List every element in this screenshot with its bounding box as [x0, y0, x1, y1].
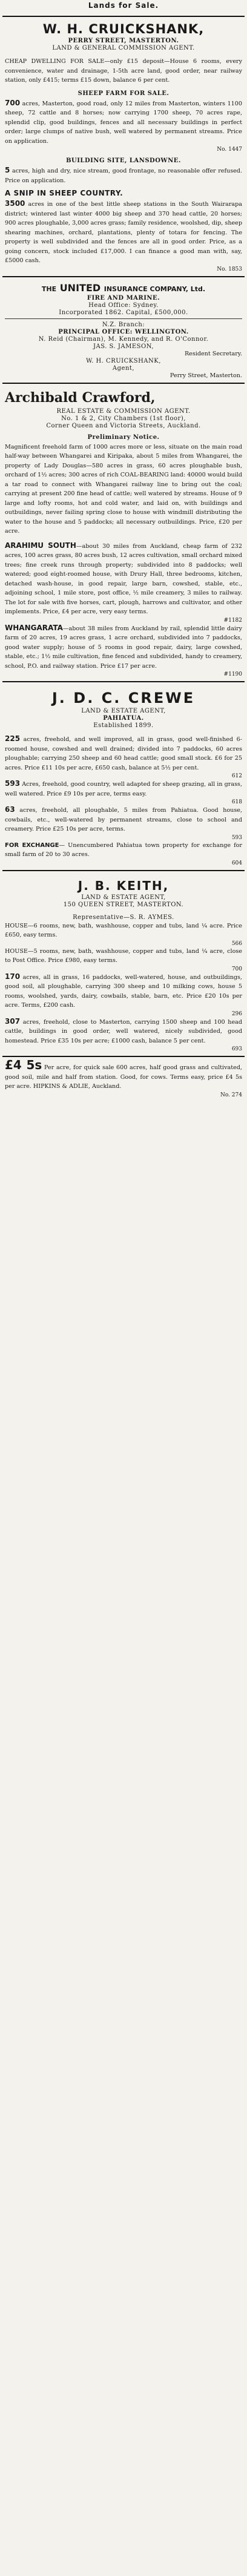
representative: Representative—S. R. AYMES.	[73, 914, 174, 921]
listing-lead: ARAHIMU SOUTH	[5, 541, 76, 550]
keith-advertisement	[2, 878, 245, 1053]
listing-lead: 700	[5, 98, 21, 107]
listing-ref: 604	[231, 860, 242, 866]
listing-text: FOR EXCHANGE— Unencumbered Pahiatua town property for exchange for small farm of 20 to 30 acres.	[5, 842, 242, 858]
advertiser-role: REAL ESTATE & COMMISSION AGENT.	[56, 407, 191, 415]
listing-ref: 612	[231, 773, 242, 779]
listing-text: WHANGARATA—about 38 miles from Auckland by rail, splendid little dairy farm of 20 acres, 19 acres grass, 1 acre orchard, subdivided into 7 paddocks, good water supply; house of 5 rooms in good repair, dairy, large cowshed, stable, etc.; 1½ mile cultivation, fine fenced and subdivided, handy to creamery, school, P.O. and railway station. Price £17 per acre.	[5, 623, 242, 670]
listing-ref: No. 1447	[217, 147, 242, 153]
newspaper-page	[0, 0, 247, 1098]
listing-ref: 700	[231, 966, 242, 972]
advertiser-role: LAND & ESTATE AGENT,	[81, 708, 166, 714]
listing-text: Magnificent freehold farm of 1000 acres more or less, situate on the main road half-way between Whangarei and Kiripaka, about 5 miles from Whangarei, the property of Lady Douglas—580 acres in grass, 60 acres ploughable bush, orchard of 1½ acres; 300 acres of rich COAL-BEARING land: 40000 would build a tar road to connect with Whangarei railway line to bring out the coal; carrying at present 200 fine head of cattle; well watered by streams. House of 9 large and lofty rooms, hot and cold water, and laid on, with buildings and outbuildings, never failing spring close to house with windmill distributing the water to the house and 5 paddocks; all necessary outbuildings. Price, £20 per acre.	[5, 443, 242, 535]
section-masthead: Lands for Sale.	[88, 1, 159, 10]
listing-lead: 3500	[5, 199, 25, 208]
divider	[2, 1056, 245, 1057]
listing-lead: 225	[5, 734, 21, 743]
listing-ref: #1182	[223, 617, 242, 624]
listing-ref: 593	[231, 834, 242, 841]
listing-lead: 5	[5, 166, 10, 174]
insurance-line: FIRE AND MARINE.	[87, 294, 160, 301]
divider	[2, 383, 245, 384]
advertiser-address: 150 QUEEN STREET, MASTERTON.	[63, 901, 184, 908]
listing-ref: No. 1853	[217, 266, 242, 272]
insurance-advertisement	[2, 282, 245, 379]
listing-lead: £4 5s	[5, 1058, 42, 1072]
crewe-advertisement	[2, 690, 245, 866]
listing-text: 307 acres, freehold, close to Masterton, carrying 1500 sheep and 100 head cattle, buildings in good order, well watered, nicely subdivided, good homestead. Price £35 10s per acre; £1000 cash, balance 5 per cent.	[5, 1016, 242, 1044]
advertiser-name: W. H. CRUICKSHANK,	[42, 22, 205, 36]
listing-lead: 307	[5, 1016, 21, 1026]
insurance-agent: W. H. CRUICKSHANK,	[86, 357, 161, 364]
listing-ref: 618	[231, 799, 242, 805]
listing-text: ARAHIMU SOUTH—about 30 miles from Auckland, cheap farm of 232 acres, 100 acres grass, 80 acres bush, 12 acres cultivation, small orchard mixed trees; fine creek runs through property; subdivided into 8 paddocks; well watered; good eight-roomed house, with Drury Hall, three bedrooms, kitchen, detached wash-house, in good repair, large barn, cowshed, stable, etc., adjoining school, 1 mile store, post office, ½ mile creamery, 3 miles to railway. The lot for sale with five horses, cart, plough, harrows and cultivator, and other implements. Price, £4 per acre, very easy terms.	[5, 541, 242, 615]
cruickshank-advertisement	[2, 22, 245, 272]
listing-text: 593 Acres, freehold, good country, well adapted for sheep grazing, all in grass, well watered. Price £9 10s per acre, terms easy.	[5, 779, 242, 797]
listing-heading: A SNIP IN SHEEP COUNTRY.	[5, 189, 123, 197]
listing-heading: BUILDING SITE, LANSDOWNE.	[66, 157, 181, 164]
listing-ref: #1190	[223, 671, 242, 677]
listing-lead: 170	[5, 972, 21, 981]
advertiser-office: No. 1 & 2, City Chambers (1st floor),	[61, 415, 186, 422]
advertiser-role: LAND & GENERAL COMMISSION AGENT.	[52, 45, 195, 51]
insurance-line: Head Office: Sydney.	[88, 301, 159, 309]
crawford-advertisement	[2, 390, 245, 678]
hipkins-advertisement	[2, 1058, 245, 1098]
listing-heading: SHEEP FARM FOR SALE.	[77, 90, 170, 97]
listing-lead: 593	[5, 779, 21, 788]
insurance-branch: PRINCIPAL OFFICE: WELLINGTON.	[58, 328, 189, 335]
listing-lead: FOR EXCHANGE	[5, 842, 59, 849]
listing-text: 225 acres, freehold, and well improved, all in grass, good well-finished 6-roomed house, cowshed and well drained; divided into 7 paddocks, 60 acres ploughable; carrying 250 sheep and 60 head cattle; good small stock. £6 for 25 acres. Price £11 10s per acre, £650 cash, balance at 5½ per cent.	[5, 734, 242, 771]
divider	[2, 16, 245, 17]
listing-ref: No. 274	[220, 1092, 242, 1098]
listing-ref: 566	[231, 940, 242, 947]
listing-ref: 296	[231, 1010, 242, 1017]
listing-text: £4 5s Per acre, for quick sale 600 acres, half good grass and cultivated, good soil, mile and half from station. Good, for cows. Terms easy, price £4 5s per acre. HIPKINS & ADLIE, Auckland.	[5, 1058, 242, 1090]
advertiser-name: Archibald Crawford,	[5, 389, 156, 406]
listing-ref: 693	[231, 1046, 242, 1052]
advertiser-town: PAHIATUA.	[103, 715, 144, 722]
insurance-agent-title: Agent,	[112, 364, 135, 372]
listing-text: 5 acres, high and dry, nice stream, good frontage, no reasonable offer refused. Price on application.	[5, 166, 242, 184]
insurance-line: Incorporated 1862. Capital, £500,000.	[59, 309, 188, 316]
listing-text: CHEAP DWELLING FOR SALE—only £15 deposit—House 6 rooms, every convenience, water and drainage, 1-5th acre land, good order, near railway station, only £415; terms £15 down, balance 6 per cent.	[5, 58, 242, 84]
advertiser-name: J. D. C. CREWE	[51, 690, 196, 707]
listing-text: HOUSE—5 rooms, new, bath, washhouse, copper and tubs, land ¼ acre, close to Post Office. Price £980, easy terms.	[5, 947, 242, 964]
insurance-branch: N. Reid (Chairman), M. Kennedy, and R. O'Connor.	[38, 335, 209, 343]
insurance-agent-address: Perry Street, Masterton.	[170, 372, 242, 379]
advertiser-name: J. B. KEITH,	[77, 878, 170, 893]
divider	[2, 870, 245, 871]
notice-heading: Preliminary Notice.	[87, 433, 160, 441]
listing-text: HOUSE—6 rooms, new, bath, washhouse, copper and tubs, land ¼ acre. Price £650, easy terms.	[5, 922, 242, 938]
advertiser-office: Corner Queen and Victoria Streets, Auckland.	[46, 422, 201, 429]
insurance-manager: JAS. S. JAMESON,	[93, 343, 154, 350]
insurance-title: THE UNITED INSURANCE COMPANY, Ltd.	[41, 282, 206, 294]
listing-text: 700 acres, Masterton, good road, only 12 miles from Masterton, winters 1100 sheep, 72 cattle and 8 horses; now carrying 1700 sheep, 70 acres rape, splendid clip, good buildings, fences and all necessary buildings in perfect order; large clumps of native bush, well watered by permanent streams. Price on application.	[5, 98, 242, 145]
listing-lead: WHANGARATA	[5, 623, 63, 632]
divider	[2, 276, 245, 277]
listing-text: 63 acres, freehold, all ploughable, 5 miles from Pahiatua. Good house, cowbails, etc., well-watered by permanent streams, close to school and creamery. Price £25 10s per acre, terms.	[5, 805, 242, 832]
listing-lead: 63	[5, 805, 15, 814]
listing-text: 170 acres, all in grass, 16 paddocks, well-watered, house, and outbuildings, good soil, all ploughable, carrying 300 sheep and 10 milking cows, house 5 rooms, woolshed, yards, dairy, cowbails, stable, barn, etc. Price £20 10s per acre. Terms, £200 cash.	[5, 972, 242, 1009]
insurance-manager-title: Resident Secretary.	[184, 350, 242, 357]
advertiser-role: LAND & ESTATE AGENT,	[81, 894, 166, 901]
listing-text: 3500 acres in one of the best little sheep stations in the South Wairarapa district; wintered last winter 4000 big sheep and 370 head cattle, 20 horses; 900 acres ploughable, 3,000 acres grass; family residence, woolshed, dip, sheep shearing machines, orchard, plantations, plenty of totara for fencing. The property is well subdivided and the fences are all in good order. Price, as a going concern, stock included £17,000. I can finance a good man with, say, £5000 cash.	[5, 199, 242, 264]
divider	[2, 681, 245, 682]
advertiser-established: Established 1899.	[93, 722, 154, 729]
divider	[5, 318, 242, 319]
advertiser-address: PERRY STREET, MASTERTON.	[68, 38, 179, 44]
insurance-branch: N.Z. Branch:	[102, 321, 145, 328]
